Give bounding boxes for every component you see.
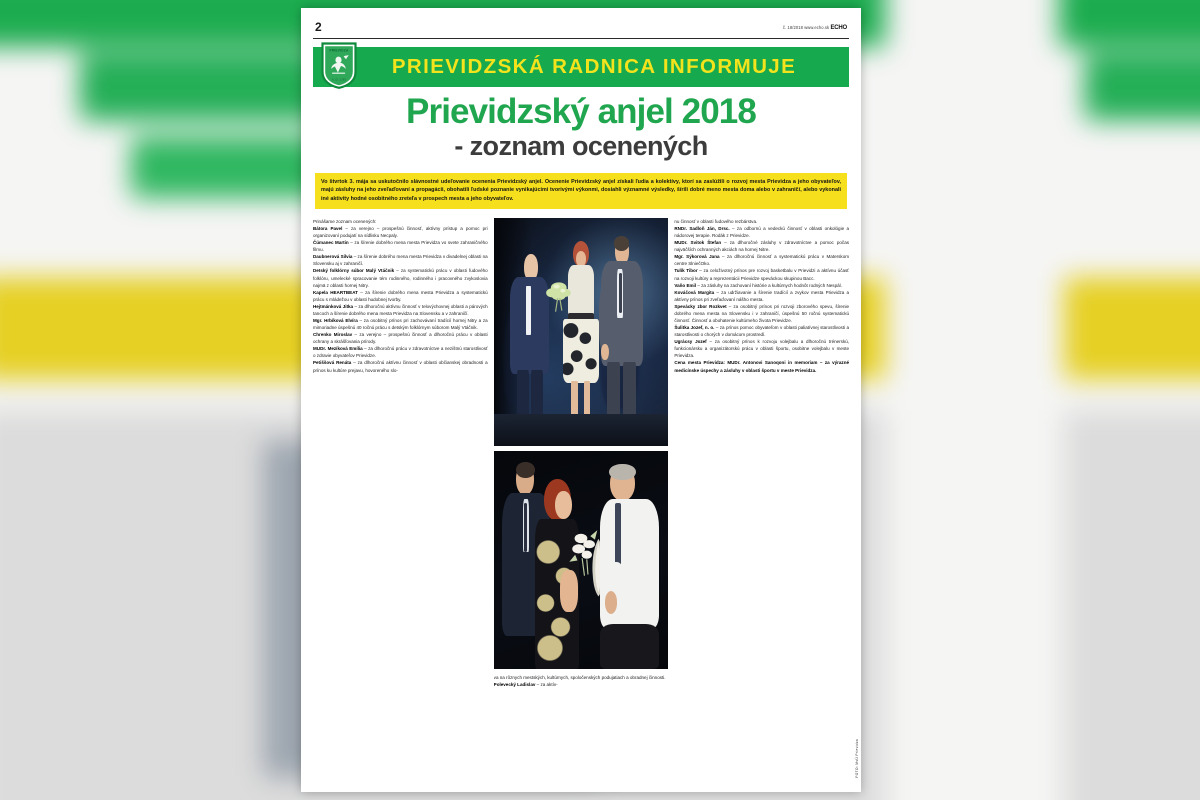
col1-entry: Hejtmánková Jitka – za dlhoročnú aktívnu činnosť v telovýchovnej oblasti a párových tancoch a šírenie dobrého mena mesta Prievidza na Slovensku a v zahraničí. xyxy=(313,303,488,316)
page-number: 2 xyxy=(315,20,322,34)
honoree-name: Vaňo Emil xyxy=(674,282,697,288)
col1-entry: Bátora Pavel – za verejno – prospešnú činnosť, aktívny prístup a pomoc pri organizovaní podujatí na sídlisku Necpaly. xyxy=(313,225,488,239)
col1-entry: Kapela HEARTBEAT – za šírenie dobrého mena mesta Prievidza a systematickú prácu s mládežou v oblasti hudobnej tvorby. xyxy=(313,289,488,302)
backdrop-yellow-block-right xyxy=(1064,277,1200,379)
text-column-2 xyxy=(494,218,669,738)
col2-entry: Polevecký Ladislav – za aktív- xyxy=(493,681,558,687)
issue-line: č. 18/2018 www.echo.sk xyxy=(782,25,830,30)
award-ceremony-photo-1 xyxy=(494,218,669,446)
honoree-name: Tulík Tibor xyxy=(674,268,698,274)
echo-masthead-mark: ECHO xyxy=(830,25,847,31)
photo1-stage-floor xyxy=(494,414,669,446)
text-column-3 xyxy=(674,218,849,738)
lead-paragraph-box: Vo štvrtok 3. mája sa uskutočnilo slávnostné udeľovanie ocenenia Prievidzský anjel. Ocenenie Prievidzský anjel získali ľudia a kolektívy, ktorí sa zaslúžili o rozvoj mesta Prievidza a jeho obyvateľov, majú zásluhy na jeho zveľaďovaní a propagácii, obohatili ľudské poznanie vynikajúcimi tvorivými výkonmi, dosiahli významné výsledky, šírili dobré meno mesta doma alebo v zahraničí, alebo vykonali iné aktivity hodné osobitného zreteľa v prospech mesta a jeho obyvateľov. xyxy=(315,173,847,209)
honoree-name: Polevecký Ladislav xyxy=(493,681,536,687)
col1-entry: Detský folklórny súbor Malý Vtáčnik – za systematickú prácu v oblasti ľudového folklóru, umelecké spracovanie tém rodinného, rodinného i pracovného zvykoslovia najmä z oblasti hornej Nitry. xyxy=(313,268,488,288)
honoree-name: Daubnerová Silvia xyxy=(313,254,353,260)
col3-entry: Kováčová Margita – za udržiavanie a šírenie tradícií a zvykov mesta Prievidza a aktívny prínos pri zveľaďovaní nášho mesta. xyxy=(674,289,850,302)
col3-entry: nu činnosť v oblasti ľudového rezbárstva. xyxy=(674,218,758,224)
col3-entry: Mgr. Sýkorová Jana – za dlhoročnú činnosť a systematickú prácu v Materskom centre SlniečOko. xyxy=(674,254,850,267)
text-column-2-tail xyxy=(494,674,669,688)
col3-entry: Vaňo Emil – za zásluhy na zachovaní histórie a kultúrnych hodnôt rodných Nespál. xyxy=(674,282,842,288)
col3-entry: Tulík Tibor – za celoživotný prínos pre rozvoj basketbalu v Prievidzi a aktívnu účasť na rozvoji kultúry a reprezentácii Prievidze speváckou skupinou Bacc. xyxy=(674,268,849,281)
col3-entry xyxy=(674,359,849,373)
col3-entry: Šulitka Jozef, n. o. – za prínos pomoc obyvateľom v oblasti paliatívnej starostlivosti a starostlivosti o chorých v domácom prostredí. xyxy=(674,325,850,338)
photo1-figure-right-man xyxy=(598,238,645,441)
honoree-name: Spevácky zbor Rozkvet xyxy=(674,303,727,309)
prievidza-crest-icon xyxy=(321,42,357,89)
col1-entry: Daubnerová Silvia – za šírenie dobrého mena mesta Prievidza v divadelnej oblasti na Slovensku aj v zahraničí. xyxy=(313,254,488,267)
award-ceremony-photo-2 xyxy=(494,451,669,669)
honoree-name: Čúmanec Martin xyxy=(313,240,349,246)
col1-entry: MUDr. Mezíková Emília – za dlhoročnú prácu v zdravotníctve a nezištnú starostlivosť o zdravie obyvateľov Prievidze. xyxy=(313,346,488,359)
col3-entry: Spevácky zbor Rozkvet – za osobitný prínos pri rozvoji zborového spevu, šírenie dobrého mena mesta na Slovensku i v zahraničí, úspešnú 50 ročnú systematickú činnosť. Činnosť a obohatenie kultúrneho života Prievidze. xyxy=(674,303,850,323)
backdrop-green-bar-right xyxy=(1059,0,1200,47)
article-headline xyxy=(313,87,849,164)
col1-entry: Čúmanec Martin – za šírenie dobrého mena mesta Prievidza vo svete zahraničného filmu. xyxy=(313,240,488,253)
folio-line xyxy=(313,21,849,39)
section-masthead xyxy=(313,47,849,87)
masthead-title: PRIEVIDZSKÁ RADNICA INFORMUJE xyxy=(391,55,797,78)
col1-entry: Chrenko Miroslav – za verejno – prospešnú činnosť a dlhoročnú prácu v oblasti ochrany a skrášľovania prírody. xyxy=(313,332,488,345)
svg-text:PRIEVIDZA: PRIEVIDZA xyxy=(329,48,349,53)
svg-text:A. D. 1383: A. D. 1383 xyxy=(331,78,347,82)
crest-shield-svg xyxy=(321,42,357,89)
backdrop-text-block-right xyxy=(1064,410,1200,800)
col2-entry: va na rôznych mestských, kultúrnych, spoločenských podujatiach a obradnej činnosti. xyxy=(493,674,666,680)
honoree-name: Hejtmánková Jitka xyxy=(313,303,354,309)
honoree-name: Cena mesta Prievidza: MUDr. Antonovi Sanoqoni in memoriam – za výrazné medicínske úspechy a zásluhy v oblasti športu v meste Prievidza. xyxy=(674,360,850,373)
honoree-name: Kováčová Margita xyxy=(674,289,715,295)
col1-entry: Prinášame zoznam ocenených: xyxy=(313,218,377,224)
col3-entry: MUDr. Svitok Štefan – za dlhoročné zásluhy v zdravotníctve a pomoc počas najväčších ochranných akciách na hornej Nitre. xyxy=(674,240,849,253)
honoree-name: Mgr. Hrbíková Elvíra xyxy=(313,317,358,323)
honoree-name: Kapela HEARTBEAT xyxy=(313,289,358,295)
backdrop-title-block-1-right xyxy=(1084,53,1200,120)
honoree-name: Mgr. Sýkorová Jana xyxy=(674,254,720,260)
col1-entry: Petiššová Renáta – za dlhoročnú aktívnu činnosť v oblasti občianskej obradnosti a prínos ku kultúre prejavu, hovoreného slo- xyxy=(313,360,488,373)
col3-entry: RNDr. Sadloň Ján, Drsc. – za odbornú a vedeckú činnosť v oblasti onkológie a nádorovej terapie. Rodák z Prievidze. xyxy=(674,225,850,239)
photo1-figure-center-woman xyxy=(560,241,602,442)
honoree-name: Chrenko Miroslav xyxy=(313,332,353,338)
honoree-name: RNDr. Sadloň Ján, Drsc. xyxy=(674,225,730,231)
photo1-flower-bouquet xyxy=(543,273,574,323)
newspaper-page xyxy=(301,8,861,792)
honoree-name: Petiššová Renáta xyxy=(313,360,352,366)
col3-entry: Ugrácsy Jozef – za osobitný prínos k rozvoju volejbalu a dlhoročnú trénerskú, funkcionársku a organizátorskú prácu v oblasti športu, osobitne volejbalu v meste Prievidza. xyxy=(674,339,850,359)
article-body-columns xyxy=(313,218,849,738)
text-column-1 xyxy=(313,218,488,738)
headline-line-2: - zoznam ocenených xyxy=(454,131,708,162)
honoree-name: MUDr. Mezíková Emília xyxy=(313,346,363,352)
honoree-name: Detský folklórny súbor Malý Vtáčnik xyxy=(313,268,395,274)
honoree-name: MUDr. Svitok Štefan xyxy=(674,240,722,246)
photo2-figure-right-man xyxy=(598,464,661,669)
headline-line-1: Prievidzský anjel 2018 xyxy=(406,92,756,131)
photo-credit-vertical: FOTO: MsÚ Prievidza xyxy=(855,739,859,778)
honoree-name: Šulitka Jozef, n. o. xyxy=(674,325,715,331)
honoree-name: Bátora Pavel xyxy=(313,225,343,231)
folio-issue-info xyxy=(783,25,847,31)
col1-entry: Mgr. Hrbíková Elvíra – za osobitný prínos pri zachovávaní tradícií hornej Nitry a za mimoriadne úspešnú 40 ročnú prácu s detským folklórnym súborom Malý Vtáčnik. xyxy=(313,317,488,331)
honoree-name: Ugrácsy Jozef xyxy=(674,339,707,345)
